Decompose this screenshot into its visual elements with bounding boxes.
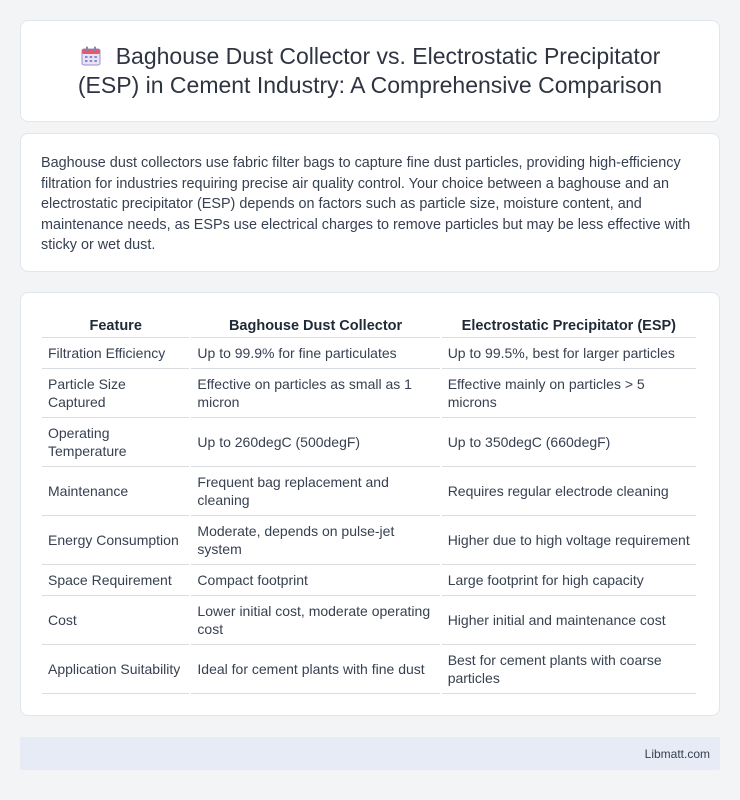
comparison-table (40, 313, 698, 694)
esp-cell: Best for cement plants with coarse particles (442, 645, 696, 694)
feature-cell: Maintenance (42, 467, 189, 516)
baghouse-cell: Frequent bag replacement and cleaning (191, 467, 439, 516)
footer-site-link[interactable]: Libmatt.com (644, 746, 710, 761)
esp-cell: Effective mainly on particles > 5 microns (442, 369, 696, 418)
title-card (20, 20, 720, 122)
feature-cell: Space Requirement (42, 565, 189, 596)
table-row (42, 565, 696, 596)
esp-cell: Large footprint for high capacity (442, 565, 696, 596)
table-row (42, 645, 696, 694)
table-row (42, 467, 696, 516)
table-row (42, 369, 696, 418)
footer (20, 737, 720, 770)
baghouse-cell: Ideal for cement plants with fine dust (191, 645, 439, 694)
baghouse-cell: Moderate, depends on pulse-jet system (191, 516, 439, 565)
header-esp: Electrostatic Precipitator (ESP) (442, 313, 696, 338)
table-row (42, 418, 696, 467)
feature-cell: Energy Consumption (42, 516, 189, 565)
feature-cell: Application Suitability (42, 645, 189, 694)
baghouse-cell: Up to 260degC (500degF) (191, 418, 439, 467)
baghouse-cell: Lower initial cost, moderate operating cost (191, 596, 439, 645)
esp-cell: Higher due to high voltage requirement (442, 516, 696, 565)
feature-cell: Particle Size Captured (42, 369, 189, 418)
header-feature: Feature (42, 313, 189, 338)
esp-cell: Up to 350degC (660degF) (442, 418, 696, 467)
page-title (61, 42, 679, 100)
feature-cell: Cost (42, 596, 189, 645)
feature-cell: Operating Temperature (42, 418, 189, 467)
calendar-icon (80, 45, 102, 67)
baghouse-cell: Up to 99.9% for fine particulates (191, 338, 439, 369)
intro-card (20, 133, 720, 272)
esp-cell: Higher initial and maintenance cost (442, 596, 696, 645)
feature-cell: Filtration Efficiency (42, 338, 189, 369)
page-title-text: Baghouse Dust Collector vs. Electrostatic Precipitator (ESP) in Cement Industry: A Comprehensive Comparison (77, 43, 663, 98)
header-baghouse: Baghouse Dust Collector (191, 313, 439, 338)
table-header-row (42, 313, 696, 338)
baghouse-cell: Compact footprint (191, 565, 439, 596)
table-row (42, 338, 696, 369)
table-row (42, 516, 696, 565)
esp-cell: Requires regular electrode cleaning (442, 467, 696, 516)
comparison-card (20, 292, 720, 716)
intro-paragraph: Baghouse dust collectors use fabric filter bags to capture fine dust particles, providing high-efficiency filtration for industries requiring precise air quality control. Your choice between a baghouse and an electrostatic precipitator (ESP) depends on factors such as particle size, moisture content, and maintenance needs, as ESPs use electrical charges to remove particles but may be less effective with sticky or wet dust. (41, 155, 691, 253)
esp-cell: Up to 99.5%, best for larger particles (442, 338, 696, 369)
baghouse-cell: Effective on particles as small as 1 micron (191, 369, 439, 418)
table-row (42, 596, 696, 645)
